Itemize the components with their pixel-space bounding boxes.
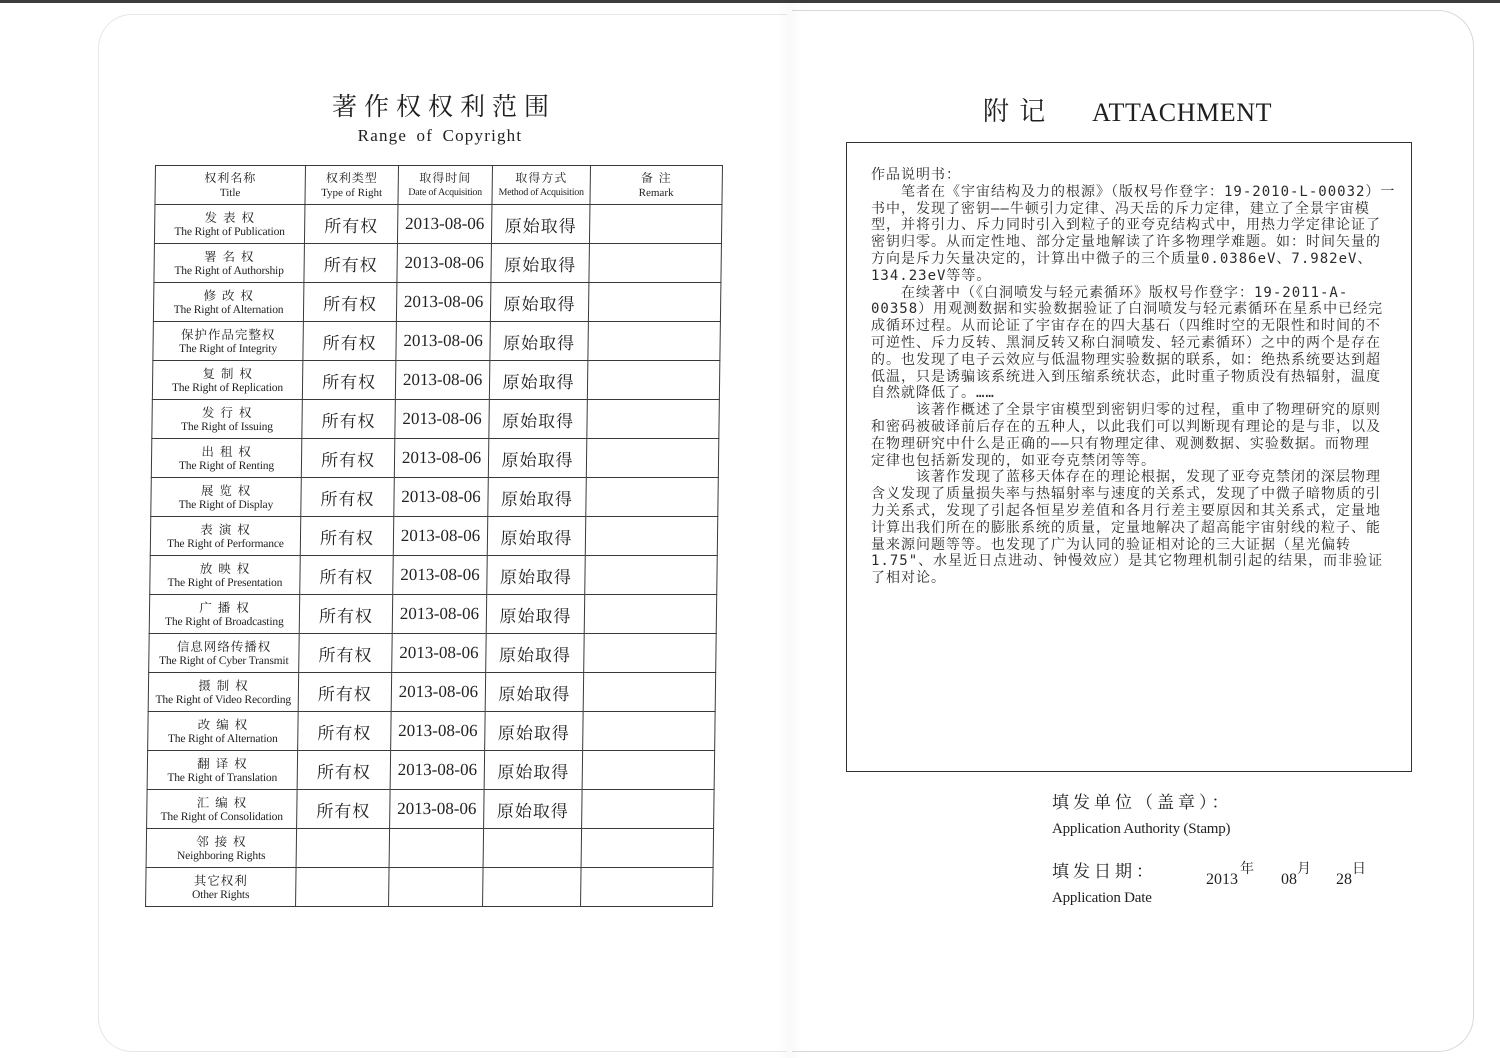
right-type-value: 所有权 <box>321 372 377 393</box>
acquisition-date-cell <box>393 556 488 595</box>
acquisition-method-cell <box>487 517 586 556</box>
acquisition-date-cell <box>396 322 491 361</box>
acquisition-date-value: 2013-08-06 <box>402 409 482 428</box>
right-name-en: The Right of Translation <box>167 771 278 784</box>
issue-date-month: 08 <box>1281 871 1297 888</box>
acquisition-method-cell <box>488 439 587 478</box>
acquisition-method-cell <box>484 751 583 790</box>
right-type-value: 所有权 <box>319 528 375 549</box>
attachment-line: 密钥归零。从而定性地、部分定量地解读了许多物理学难题。如：时间矢量的 <box>871 234 1381 251</box>
right-name-cn: 复 制 权 <box>202 365 254 381</box>
acquisition-date-value: 2013-08-06 <box>404 253 484 272</box>
copyright-range-title: 著作权权利范围 <box>331 92 556 121</box>
acquisition-date-value: 2013-08-06 <box>402 370 483 389</box>
right-name-cell <box>154 205 305 244</box>
acquisition-date-value: 2013-08-06 <box>404 214 485 233</box>
right-type-cell <box>303 283 397 322</box>
right-type-cell <box>298 673 392 712</box>
issue-date-day: 28 <box>1336 871 1352 888</box>
table-row <box>148 712 716 751</box>
acquisition-date-cell <box>394 439 489 478</box>
right-name-cn: 署 名 权 <box>203 248 255 264</box>
right-name-cn: 出 租 权 <box>201 443 252 459</box>
attachment-line: 和密码被破译前后存在的五种人，以此我们可以判断现有理论的是与非，以及 <box>871 418 1381 435</box>
acquisition-date-cell <box>392 634 487 673</box>
acquisition-method-cell <box>486 634 585 673</box>
header-type-en: Type of Right <box>321 186 383 199</box>
right-type-cell <box>304 205 398 244</box>
table-row <box>149 595 717 634</box>
table-row <box>153 322 721 361</box>
right-name-en: The Right of Publication <box>174 225 285 238</box>
acquisition-method-cell <box>485 712 584 751</box>
right-type-cell <box>302 400 396 439</box>
header-method-cn: 取得方式 <box>515 170 568 185</box>
right-type-value: 所有权 <box>321 411 376 432</box>
table-row <box>149 634 717 673</box>
acquisition-date-cell <box>390 751 485 790</box>
attachment-line: 该著作发现了蓝移天体存在的理论根据，发现了亚夸克禁闭的深层物理 <box>871 469 1381 486</box>
acquisition-date-cell <box>389 829 484 868</box>
acquisition-date-value: 2013-08-06 <box>400 526 481 545</box>
right-type-value: 所有权 <box>317 684 373 705</box>
acquisition-method-value: 原始取得 <box>501 450 574 471</box>
right-name-en: The Right of Authorship <box>174 264 284 277</box>
right-type-value: 所有权 <box>318 645 373 666</box>
acquisition-date-cell <box>391 673 486 712</box>
right-type-value: 所有权 <box>320 450 376 471</box>
right-type-value: 所有权 <box>318 606 374 627</box>
acquisition-method-value: 原始取得 <box>497 762 570 783</box>
acquisition-method-cell <box>484 790 583 829</box>
rights-table <box>145 165 723 907</box>
attachment-line: 1.75"、水星近日点进动、钟慢效应）是其它物理机制引起的结果，而非验证 <box>871 553 1384 570</box>
table-row <box>147 751 715 790</box>
attachment-line: 含义发现了质量损失率与热辐射率与速度的关系式，发现了中微子暗物质的引 <box>871 486 1381 503</box>
right-name-cell <box>152 400 303 439</box>
header-date-cn: 取得时间 <box>419 170 472 185</box>
acquisition-date-cell <box>395 361 490 400</box>
right-name-cell <box>151 439 302 478</box>
right-type-cell <box>301 478 395 517</box>
remark-cell <box>582 751 715 790</box>
right-name-cn: 发 表 权 <box>204 209 256 225</box>
attachment-line: 自然就降低了。…… <box>871 385 995 402</box>
remark-cell <box>586 439 719 478</box>
right-name-cell <box>147 751 298 790</box>
attachment-line: 了相对论。 <box>871 570 946 587</box>
issue-date-year: 2013 <box>1206 871 1238 888</box>
table-row <box>146 868 714 907</box>
header-title-cn: 权利名称 <box>204 170 257 185</box>
acquisition-date-value: 2013-08-06 <box>403 292 484 311</box>
right-name-cn: 放 映 权 <box>199 560 251 576</box>
attachment-title-en: ATTACHMENT <box>1092 98 1273 127</box>
right-name-cell <box>148 712 299 751</box>
right-name-en: The Right of Alternation <box>173 303 284 316</box>
right-type-value: 所有权 <box>324 216 379 237</box>
acquisition-date-cell <box>389 868 484 907</box>
right-name-cell <box>153 322 304 361</box>
issue-date-month-unit: 月 <box>1297 861 1311 877</box>
acquisition-date-value: 2013-08-06 <box>398 682 479 701</box>
right-name-cell <box>153 283 304 322</box>
right-type-value: 所有权 <box>316 801 371 822</box>
right-name-cell <box>152 361 303 400</box>
right-name-cn: 表 演 权 <box>200 521 251 537</box>
remark-cell <box>589 244 722 283</box>
acquisition-date-cell <box>395 400 490 439</box>
right-name-en: The Right of Performance <box>166 537 284 550</box>
acquisition-method-cell <box>491 244 590 283</box>
attachment-line: 定律也包括新发现的，如亚夸克禁闭等等。 <box>871 452 1156 469</box>
right-name-cn: 翻 译 权 <box>197 755 248 771</box>
attachment-line: 书中，发现了密钥——牛顿引力定律、冯天岳的斥力定律，建立了全景宇宙模 <box>871 200 1370 217</box>
issue-date-day-unit: 日 <box>1352 861 1366 877</box>
acquisition-method-value: 原始取得 <box>499 567 573 588</box>
acquisition-date-cell <box>393 517 488 556</box>
right-type-value: 所有权 <box>317 723 372 744</box>
table-row <box>151 439 719 478</box>
right-name-cell <box>149 634 300 673</box>
remark-cell <box>585 517 718 556</box>
remark-cell <box>584 595 717 634</box>
right-name-cell <box>154 244 305 283</box>
remark-cell <box>587 361 720 400</box>
right-type-cell <box>300 517 394 556</box>
application-date-label-cn: 填发日期： <box>1052 862 1157 882</box>
acquisition-method-value: 原始取得 <box>497 723 570 744</box>
acquisition-date-cell <box>394 478 489 517</box>
attachment-line: 可逆性、斥力反转、黑洞反转又称白洞喷发、轻元素循环）之中的两个是存在 <box>871 334 1381 351</box>
right-name-en: The Right of Issuing <box>180 420 274 433</box>
attachment-line: 134.23eV等等。 <box>871 267 992 284</box>
remark-cell <box>584 634 717 673</box>
attachment-line: 方向是斥力矢量决定的，计算出中微子的三个质量0.0386eV、7.982eV、 <box>871 250 1373 267</box>
acquisition-method-value: 原始取得 <box>498 645 572 666</box>
attachment-line: 在物理研究中什么是正确的——只有物理定律、观测数据、实验数据。而物理 <box>871 435 1370 452</box>
right-name-cn: 邻 接 权 <box>196 833 247 849</box>
right-name-en: The Right of Display <box>178 498 274 511</box>
attachment-line: 低温，只是诱骗该系统进入到压缩系统状态，此时重子物质没有热辐射，温度 <box>871 368 1381 385</box>
right-name-cell <box>146 829 297 868</box>
right-type-value: 所有权 <box>322 333 377 354</box>
table-row <box>152 400 720 439</box>
acquisition-date-cell <box>391 712 486 751</box>
header-date-en: Date of Acquisition <box>408 186 482 198</box>
remark-cell <box>587 400 720 439</box>
acquisition-method-cell <box>487 556 586 595</box>
attachment-line: 量来源问题等等。也发现了广为认同的验证相对论的三大证据（星光偏转 <box>871 536 1351 553</box>
table-row <box>151 478 719 517</box>
table-row <box>152 361 720 400</box>
acquisition-date-value: 2013-08-06 <box>399 604 480 623</box>
copyright-range-subtitle: Range of Copyright <box>357 126 523 145</box>
remark-cell <box>588 283 721 322</box>
acquisition-method-value: 原始取得 <box>496 801 569 822</box>
right-name-en: The Right of Cyber Transmit <box>159 654 289 667</box>
remark-cell <box>583 673 716 712</box>
remark-cell <box>588 322 721 361</box>
right-type-cell <box>304 244 398 283</box>
right-type-cell <box>299 595 393 634</box>
attachment-line: 的。也发现了电子云效应与低温物理实验数据的联系，如：绝热系统要达到超 <box>871 351 1381 368</box>
attachment-line: 笔者在《宇宙结构及力的根源》（版权号作登字：19-2010-L-00032）一 <box>871 183 1396 200</box>
right-name-en: The Right of Integrity <box>178 342 278 355</box>
acquisition-date-value: 2013-08-06 <box>401 487 481 506</box>
acquisition-date-cell <box>397 205 492 244</box>
header-type <box>305 166 399 205</box>
remark-cell <box>582 790 715 829</box>
right-name-cell <box>148 673 299 712</box>
right-name-cn: 广 播 权 <box>199 599 250 615</box>
acquisition-method-value: 原始取得 <box>504 255 577 276</box>
remark-cell <box>583 712 716 751</box>
remark-cell <box>589 205 722 244</box>
acquisition-method-cell <box>485 673 584 712</box>
right-type-cell <box>298 712 392 751</box>
acquisition-date-value: 2013-08-06 <box>397 760 478 779</box>
acquisition-method-cell <box>489 400 588 439</box>
header-method <box>492 166 591 205</box>
table-row <box>150 556 718 595</box>
table-row <box>154 205 722 244</box>
rights-table-container <box>145 165 723 907</box>
right-name-cn: 发 行 权 <box>201 404 253 420</box>
right-name-cn: 其它权利 <box>193 872 248 888</box>
attachment-line: 计算出我们所在的膨胀系统的质量，定量地解决了超高能宇宙射线的粒子、能 <box>871 519 1381 536</box>
table-row <box>153 283 721 322</box>
right-name-cell <box>150 517 301 556</box>
attachment-box <box>846 142 1412 772</box>
acquisition-method-value: 原始取得 <box>498 684 571 705</box>
issue-date-year-unit: 年 <box>1240 861 1254 877</box>
acquisition-method-cell <box>490 283 589 322</box>
right-name-cell <box>149 595 300 634</box>
header-remark <box>590 166 723 205</box>
acquisition-method-value: 原始取得 <box>500 528 573 549</box>
acquisition-date-value: 2013-08-06 <box>397 799 477 818</box>
acquisition-method-value: 原始取得 <box>504 216 577 237</box>
acquisition-method-value: 原始取得 <box>502 372 575 393</box>
right-name-cn: 汇 编 权 <box>196 794 248 810</box>
remark-cell <box>586 478 719 517</box>
right-name-en: The Right of Video Recording <box>155 693 292 706</box>
header-remark-en: Remark <box>638 186 674 199</box>
acquisition-method-value: 原始取得 <box>502 333 576 354</box>
acquisition-method-cell <box>490 322 589 361</box>
right-name-cell <box>150 556 301 595</box>
right-name-cell <box>146 868 297 907</box>
scan-top-edge <box>0 0 1500 3</box>
acquisition-method-cell <box>483 829 582 868</box>
table-row <box>150 517 718 556</box>
acquisition-date-value: 2013-08-06 <box>398 721 478 740</box>
attachment-line: 在续著中（《白洞喷发与轻元素循环》版权号作登字：19-2011-A- <box>871 284 1349 301</box>
header-title-en: Title <box>219 186 241 199</box>
acquisition-method-cell <box>491 205 590 244</box>
right-type-cell <box>303 322 397 361</box>
application-authority-label-cn: 填发单位（盖章）： <box>1052 793 1233 813</box>
rights-table-body <box>146 205 722 907</box>
attachment-line: 成循环过程。从而论证了宇宙存在的四大基石（四维时空的无限性和时间的不 <box>871 318 1381 335</box>
right-type-value: 所有权 <box>319 567 374 588</box>
acquisition-method-value: 原始取得 <box>499 606 572 627</box>
right-name-cn: 保护作品完整权 <box>180 326 276 342</box>
right-name-en: The Right of Renting <box>178 459 275 472</box>
acquisition-method-value: 原始取得 <box>500 489 574 510</box>
right-type-value: 所有权 <box>316 762 371 783</box>
attachment-title-cn: 附 记 <box>983 97 1047 127</box>
acquisition-method-cell <box>489 361 588 400</box>
right-type-cell <box>296 868 390 907</box>
right-name-en: The Right of Consolidation <box>160 810 283 823</box>
right-type-cell <box>297 790 391 829</box>
right-type-value: 所有权 <box>322 294 378 315</box>
remark-cell <box>585 556 718 595</box>
acquisition-method-cell <box>488 478 587 517</box>
acquisition-date-cell <box>392 595 487 634</box>
right-name-cn: 改 编 权 <box>197 716 249 732</box>
right-name-en: The Right of Broadcasting <box>164 615 284 628</box>
page-spine <box>778 0 802 1058</box>
right-type-cell <box>296 829 390 868</box>
acquisition-date-value: 2013-08-06 <box>401 448 482 467</box>
acquisition-method-cell <box>486 595 585 634</box>
right-name-en: The Right of Replication <box>171 381 284 394</box>
right-name-cn: 修 改 权 <box>203 287 255 303</box>
header-date <box>398 166 493 205</box>
right-name-en: The Right of Presentation <box>167 576 283 589</box>
acquisition-date-value: 2013-08-06 <box>399 643 479 662</box>
table-header-row <box>155 166 723 205</box>
acquisition-method-value: 原始取得 <box>501 411 575 432</box>
acquisition-method-cell <box>483 868 582 907</box>
table-row <box>154 244 722 283</box>
header-method-en: Method of Acquisition <box>498 186 584 198</box>
right-type-cell <box>299 634 393 673</box>
remark-cell <box>581 829 714 868</box>
attachment-line: 力关系式，发现了引起各恒星岁差值和各月行差主要原因和其关系式，定量地 <box>871 502 1381 519</box>
table-row <box>146 829 714 868</box>
right-type-cell <box>301 439 395 478</box>
right-name-cell <box>147 790 298 829</box>
header-remark-cn: 备 注 <box>640 170 672 185</box>
attachment-line: 00358）用观测数据和实验数据验证了白洞喷发与轻元素循环在星系中已经完 <box>871 301 1384 318</box>
attachment-line: 作品说明书： <box>871 167 961 183</box>
remark-cell <box>581 868 714 907</box>
right-name-en: Neighboring Rights <box>176 849 266 862</box>
right-name-en: The Right of Alternation <box>167 732 278 745</box>
acquisition-date-cell <box>397 244 492 283</box>
header-type-cn: 权利类型 <box>325 170 378 185</box>
right-type-cell <box>297 751 391 790</box>
attachment-line: 该著作概述了全景宇宙模型到密钥归零的过程，重申了物理研究的原则 <box>871 402 1381 419</box>
table-row <box>148 673 716 712</box>
right-name-cell <box>151 478 302 517</box>
acquisition-date-value: 2013-08-06 <box>403 331 483 350</box>
application-authority-label-en: Application Authority (Stamp) <box>1052 821 1231 837</box>
acquisition-date-cell <box>396 283 491 322</box>
right-name-cn: 信息网络传播权 <box>176 638 272 654</box>
right-name-cn: 展 览 权 <box>200 482 252 498</box>
acquisition-date-value: 2013-08-06 <box>400 565 480 584</box>
acquisition-date-cell <box>390 790 485 829</box>
header-title <box>155 166 306 205</box>
right-type-cell <box>300 556 394 595</box>
right-type-cell <box>302 361 396 400</box>
attachment-line: 型，并将引力、斥力同时引入到粒子的亚夸克结构式中，用热力学定律论证了 <box>871 217 1381 234</box>
right-name-en: Other Rights <box>191 888 250 901</box>
application-date-label-en: Application Date <box>1052 890 1152 906</box>
table-row <box>147 790 715 829</box>
right-type-value: 所有权 <box>323 255 378 276</box>
right-type-value: 所有权 <box>320 489 375 510</box>
right-name-cn: 摄 制 权 <box>198 677 249 693</box>
acquisition-method-value: 原始取得 <box>503 294 576 315</box>
